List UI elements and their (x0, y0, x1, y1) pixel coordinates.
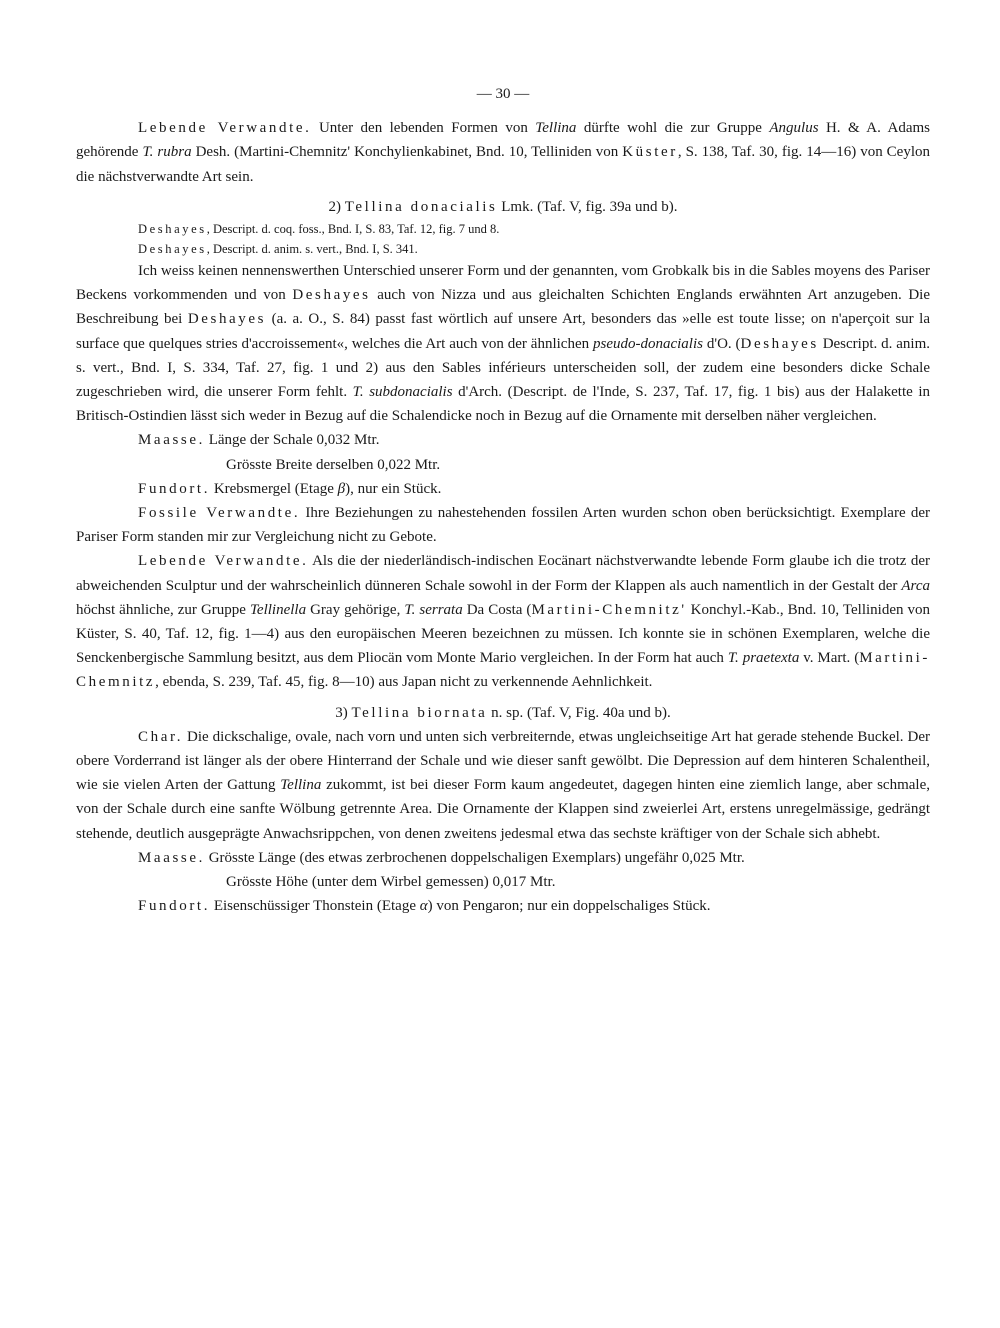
text: zukommt, ist bei dieser Form kaum angedeutet, dagegen hinten eine ziemlich lange, aber schmale, von der Schale durch eine sanfte Wölbung getrennte Area. Die Ornamente der Klappen sind zweierlei Art, erstens unregelmässige, gedrängt stehende, deutlich ausgeprägte Anwachsrippchen, von denen zweitens jedesmal etwa das sechste kräftiger von der Schale sich abhebt. (76, 777, 930, 842)
taxon: Tellinella (249, 601, 307, 618)
text: Länge der Schale 0,032 Mtr. (204, 432, 380, 449)
taxon: Arca (901, 577, 930, 594)
author-name: Deshayes (292, 287, 371, 304)
taxon: T. praetexta (727, 650, 800, 667)
reference-line (76, 239, 930, 259)
text: ) von Pengaron; nur ein doppelschaliges Stück. (427, 898, 711, 915)
taxon: T. serrata (404, 601, 463, 618)
text: (a. a. O., S. 84) passt fast wörtlich auf unsere Art, besonders das »elle est toute lisse; on n'aperçoit sur la surface que quelques stries d'accroissement«, welches die Art auch von der ähnlichen (76, 311, 930, 352)
text: Ich weiss keinen nennenswerthen Unterschied unserer Form und der genannten, vom Grobkalk bis in die Sables moyens des Pariser Beckens vorkommenden und von (76, 263, 930, 304)
text: Eisenschüssiger Thonstein (Etage (210, 898, 420, 915)
paragraph-description (76, 259, 930, 428)
taxon: pseudo-donacialis (592, 335, 703, 352)
measurements-2 (76, 846, 930, 870)
heading-number: 3) (335, 704, 352, 721)
section-head: Maasse. (138, 432, 205, 449)
section-head: Fundort. (138, 898, 211, 915)
section-head: Char. (138, 728, 184, 745)
text: ), nur ein Stück. (345, 480, 442, 497)
section-head: Lebende Verwandte. (138, 120, 312, 137)
paragraph-lebende-verwandte-1 (76, 116, 930, 189)
ref-text: , Descript. d. anim. s. vert., Bnd. I, S. 341. (206, 242, 418, 257)
measurements-1 (76, 428, 930, 452)
text: auch von Nizza und aus gleichalten Schichten Englands erwähnten Art anzugeben. Die Beschreibung bei (76, 287, 930, 328)
stage-symbol: β (337, 480, 346, 497)
ref-author: Deshayes (138, 222, 207, 237)
heading-rest: Lmk. (Taf. V, fig. 39a und b). (497, 198, 678, 215)
text: d'O. ( (702, 335, 741, 352)
paragraph-fossile-verwandte (76, 501, 930, 549)
text: Descript. d. anim. s. vert., Bnd. I, S. 334, Taf. 27, fig. 1 und 2) aus den Sables inférieurs unterscheiden soll, der zudem eine besonders dicke Schale zugeschrieben wird, die unserer Form fehlt. (76, 335, 931, 401)
text: Die dickschalige, ovale, nach vorn und unten sich verbreiternde, etwas ungleichseitige Art hat gerade stehende Buckel. Der obere Vorderrand ist länger als der obere Hinterrand der Schale und wie dieser sanft gewölbt. Die Depression auf dem hinteren Schalentheil, wie sie vielen Arten der Gattung (76, 728, 930, 794)
page (76, 82, 930, 919)
text: Ihre Beziehungen zu nahestehenden fossilen Arten wurden schon oben berücksichtigt. Exemplare der Pariser Form standen mir zur Vergleichung nicht zu Gebote. (76, 505, 931, 546)
stage-symbol: α (419, 898, 428, 915)
text: Gray gehörige, (306, 601, 405, 618)
text: v. Mart. ( (799, 650, 860, 667)
author-name: Martini-Chemnitz' (531, 601, 687, 618)
species-name: Tellina biornata (351, 704, 488, 721)
text: Konchyl.-Kab., Bnd. 10, Telliniden von Küster, S. 40, Taf. 12, fig. 1—4) aus den europäischen Meeren bezeichnen zu müssen. Ich konnte sie in schönen Exemplaren, welche die Senckenbergische Sammlung besitzt, aus dem Pliocän vom Monte Mario vergleichen. In der Form hat auch (76, 601, 930, 667)
author-name: Küster (622, 144, 678, 161)
text: H. & A. Adams gehörende (76, 120, 930, 161)
ref-author: Deshayes (138, 242, 207, 257)
text: d'Arch. (Descript. de l'Inde, S. 237, Taf. 17, fig. 1 bis) aus der Halakette in Britisch-Ostindien lässt sich weder in Bezug auf die Schalendicke noch in Bezug auf die Ornamente mit derselben näher vergleichen. (76, 384, 931, 425)
paragraph-character (76, 725, 930, 846)
taxon: T. rubra (142, 144, 192, 161)
text: Da Costa ( (462, 601, 532, 618)
heading-number: 2) (328, 198, 345, 215)
section-head: Fundort. (138, 480, 211, 497)
species-heading-2 (76, 195, 930, 219)
author-name: Deshayes (187, 311, 267, 328)
text: höchst ähnliche, zur Gruppe (76, 601, 250, 618)
section-head: Maasse. (138, 849, 205, 866)
text: Unter den lebenden Formen von (311, 120, 536, 137)
text: Desh. (Martini-Chemnitz' Konchylienkabinet, Bnd. 10, Telliniden von (191, 144, 623, 161)
text: dürfte wohl die zur Gruppe (576, 120, 770, 137)
ref-text: , Descript. d. coq. foss., Bnd. I, S. 83, Taf. 12, fig. 7 und 8. (206, 222, 500, 237)
measurements-2-line2: Grösste Höhe (unter dem Wirbel gemessen) 0,017 Mtr. (226, 874, 556, 891)
locality-2 (76, 894, 930, 918)
text: , S. 138, Taf. 30, fig. 14—16) von Ceylon die nächstverwandte Art sein. (76, 144, 931, 185)
text: Grösste Länge (des etwas zerbrochenen doppelschaligen Exemplars) ungefähr 0,025 Mtr. (204, 849, 745, 866)
section-head: Fossile Verwandte. (138, 505, 301, 522)
author-name: Deshayes (740, 335, 819, 352)
measurements-1-line2: Grösste Breite derselben 0,022 Mtr. (226, 456, 441, 473)
locality-1 (76, 477, 930, 501)
text: Als die der niederländisch-indischen Eocänart nächstverwandte lebende Form glaube ich die trotz der abweichenden Sculptur und der wahrscheinlich dünneren Schale sowohl in der Form der Klappen als auch namentlich in der Gestalt der (76, 553, 930, 594)
species-heading-3 (76, 701, 930, 725)
text: Krebsmergel (Etage (210, 480, 338, 497)
taxon: Tellina (535, 120, 577, 137)
reference-line (76, 219, 930, 239)
taxon: Tellina (280, 777, 322, 794)
paragraph-lebende-verwandte-2 (76, 549, 930, 694)
species-name: Tellina donacialis (344, 198, 498, 215)
heading-rest: n. sp. (Taf. V, Fig. 40a und b). (487, 704, 671, 721)
taxon: Angulus (769, 120, 819, 137)
text: , ebenda, S. 239, Taf. 45, fig. 8—10) aus Japan nicht zu verkennende Aehnlichkeit. (155, 674, 653, 691)
author-name: Martini-Chemnitz (76, 650, 930, 691)
section-head: Lebende Verwandte. (138, 553, 309, 570)
page-number: — 30 — (476, 86, 530, 102)
taxon: T. subdonacialis (352, 384, 453, 401)
